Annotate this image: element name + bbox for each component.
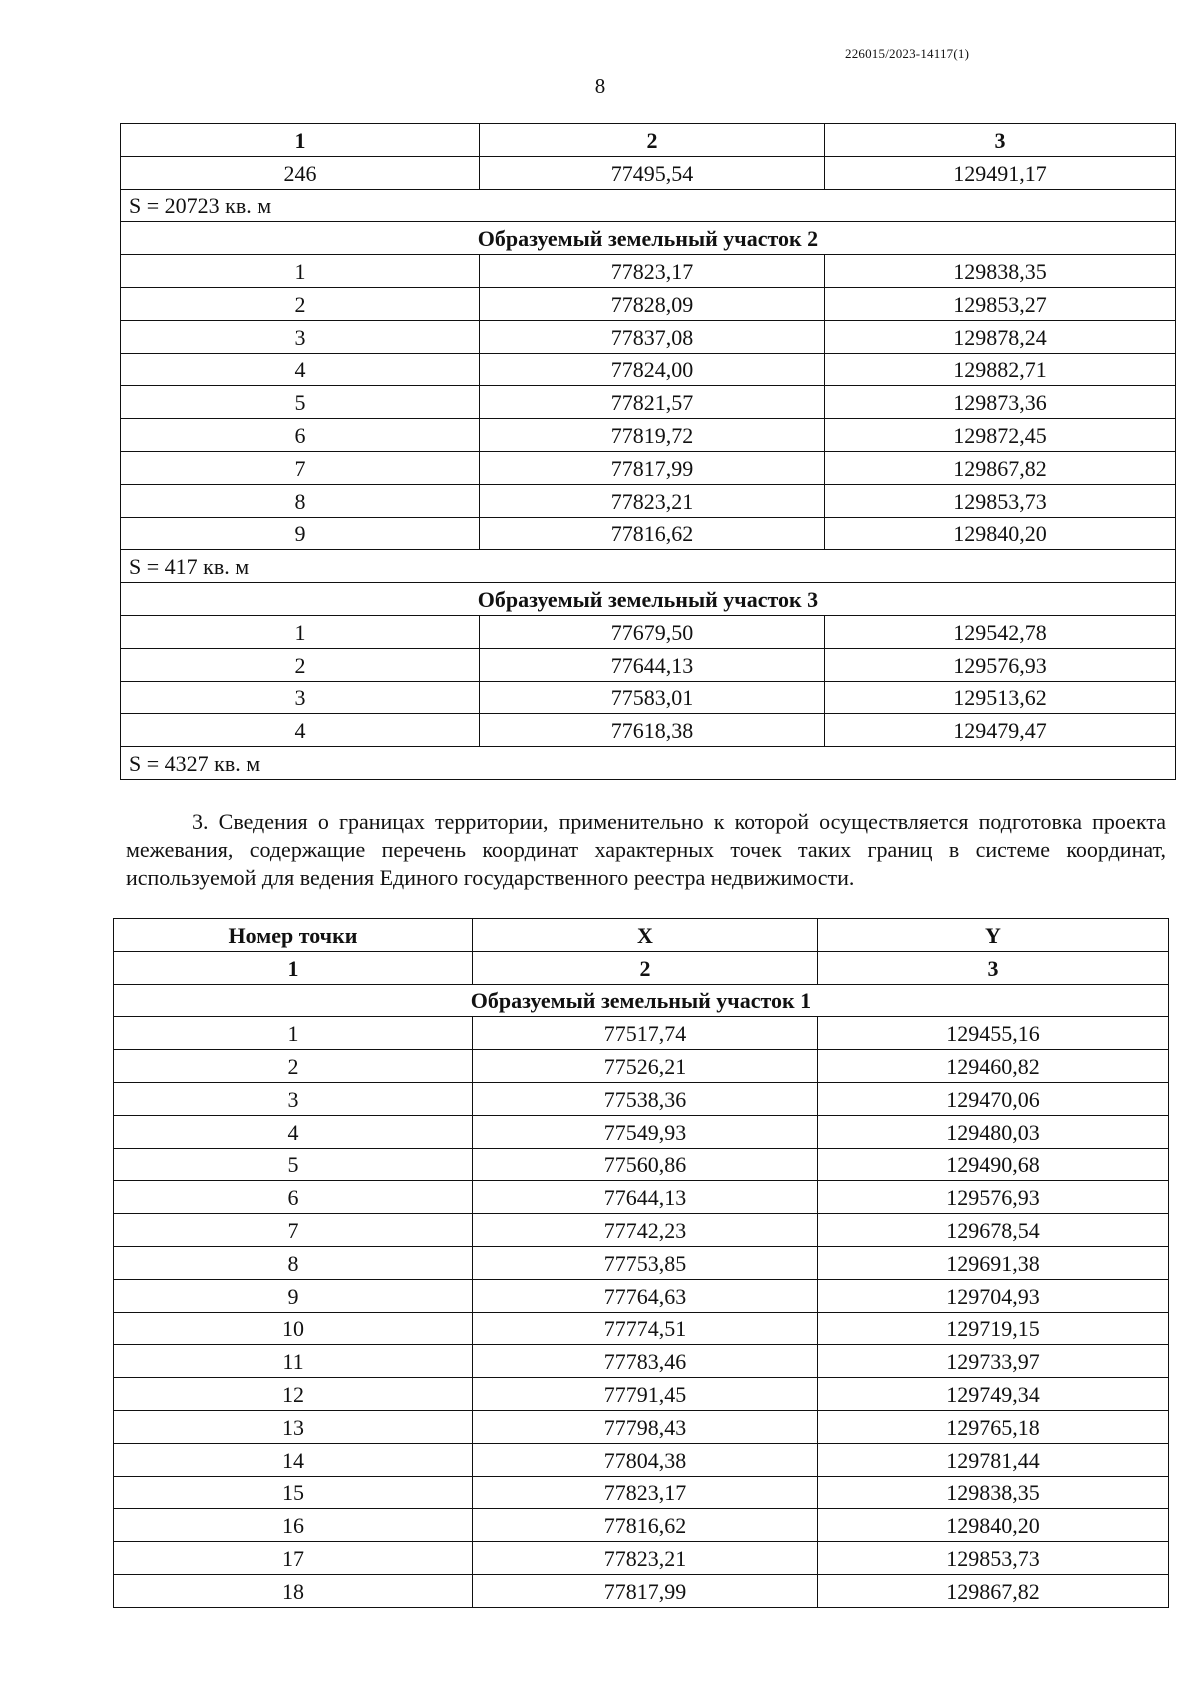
y-coordinate-cell: 129480,03 [818, 1115, 1169, 1148]
x-coordinate-cell: 77823,21 [480, 484, 825, 517]
point-number-cell: 14 [114, 1443, 473, 1476]
column-number-row [121, 124, 1176, 157]
x-coordinate-cell: 77791,45 [473, 1378, 818, 1411]
point-number-cell: 16 [114, 1509, 473, 1542]
paragraph-text: 3. Сведения о границах территории, применительно к которой осуществляется подготовка проекта межевания, содержащие перечень координат характерных точек таких границ в системе координат, используемой для ведения Единого государственного реестра недвижимости. [126, 809, 1166, 890]
point-number-cell: 1 [121, 255, 480, 288]
x-coordinate-cell: 77618,38 [480, 714, 825, 747]
y-coordinate-cell: 129853,73 [825, 484, 1176, 517]
table-row [114, 1312, 1169, 1345]
point-number-cell: 2 [121, 648, 480, 681]
table-row [121, 681, 1176, 714]
table-row [114, 1279, 1169, 1312]
point-number-cell: 9 [121, 517, 480, 550]
x-coordinate-cell: 77753,85 [473, 1246, 818, 1279]
x-coordinate-cell: 77821,57 [480, 386, 825, 419]
y-coordinate-cell: 129872,45 [825, 419, 1176, 452]
column-number-row [114, 951, 1169, 984]
point-number-cell: 3 [121, 681, 480, 714]
table-row [121, 386, 1176, 419]
table-row [114, 1345, 1169, 1378]
y-coordinate-cell: 129838,35 [818, 1476, 1169, 1509]
table-row [121, 320, 1176, 353]
point-number-cell: 17 [114, 1542, 473, 1575]
x-coordinate-cell: 77560,86 [473, 1148, 818, 1181]
x-coordinate-cell: 77837,08 [480, 320, 825, 353]
header-x: X [473, 919, 818, 952]
table-row [121, 255, 1176, 288]
table-row [114, 1542, 1169, 1575]
y-coordinate-cell: 129704,93 [818, 1279, 1169, 1312]
y-coordinate-cell: 129840,20 [818, 1509, 1169, 1542]
point-number-cell: 4 [121, 353, 480, 386]
section-title: Образуемый земельный участок 2 [121, 222, 1176, 255]
column-number: 1 [114, 951, 473, 984]
x-coordinate-cell: 77526,21 [473, 1050, 818, 1083]
area-value: S = 4327 кв. м [121, 747, 1176, 780]
x-coordinate-cell: 77583,01 [480, 681, 825, 714]
point-number-cell: 15 [114, 1476, 473, 1509]
x-coordinate-cell: 77538,36 [473, 1082, 818, 1115]
x-coordinate-cell: 77517,74 [473, 1017, 818, 1050]
x-coordinate-cell: 77828,09 [480, 287, 825, 320]
y-coordinate-cell: 129838,35 [825, 255, 1176, 288]
table-row [114, 1017, 1169, 1050]
x-coordinate-cell: 77817,99 [480, 451, 825, 484]
point-number-cell: 4 [114, 1115, 473, 1148]
x-coordinate-cell: 77823,17 [473, 1476, 818, 1509]
y-coordinate-cell: 129491,17 [825, 156, 1176, 189]
x-coordinate-cell: 77495,54 [480, 156, 825, 189]
y-coordinate-cell: 129867,82 [818, 1574, 1169, 1607]
table-row [121, 287, 1176, 320]
coordinates-table-continued [120, 123, 1176, 780]
x-coordinate-cell: 77816,62 [480, 517, 825, 550]
x-coordinate-cell: 77742,23 [473, 1214, 818, 1247]
point-number-cell: 4 [121, 714, 480, 747]
x-coordinate-cell: 77798,43 [473, 1410, 818, 1443]
x-coordinate-cell: 77774,51 [473, 1312, 818, 1345]
point-number-cell: 6 [114, 1181, 473, 1214]
area-value: S = 20723 кв. м [121, 189, 1176, 222]
y-coordinate-cell: 129691,38 [818, 1246, 1169, 1279]
y-coordinate-cell: 129853,27 [825, 287, 1176, 320]
y-coordinate-cell: 129513,62 [825, 681, 1176, 714]
table-row [114, 1476, 1169, 1509]
page-number: 8 [594, 74, 606, 98]
table-row [114, 1050, 1169, 1083]
area-row [121, 747, 1176, 780]
y-coordinate-cell: 129853,73 [818, 1542, 1169, 1575]
table-row [114, 1082, 1169, 1115]
x-coordinate-cell: 77823,21 [473, 1542, 818, 1575]
y-coordinate-cell: 129719,15 [818, 1312, 1169, 1345]
x-coordinate-cell: 77764,63 [473, 1279, 818, 1312]
y-coordinate-cell: 129733,97 [818, 1345, 1169, 1378]
x-coordinate-cell: 77679,50 [480, 615, 825, 648]
point-number-cell: 13 [114, 1410, 473, 1443]
header-y: Y [818, 919, 1169, 952]
section-title: Образуемый земельный участок 1 [114, 984, 1169, 1017]
y-coordinate-cell: 129470,06 [818, 1082, 1169, 1115]
table-row [114, 1181, 1169, 1214]
point-number-cell: 11 [114, 1345, 473, 1378]
boundary-coordinates-table [113, 918, 1169, 1608]
table-row [121, 353, 1176, 386]
x-coordinate-cell: 77644,13 [480, 648, 825, 681]
point-number-cell: 10 [114, 1312, 473, 1345]
table-row [114, 1148, 1169, 1181]
area-row [121, 189, 1176, 222]
table-row [114, 1410, 1169, 1443]
table-row [114, 1214, 1169, 1247]
point-number-cell: 3 [114, 1082, 473, 1115]
table-row [114, 1443, 1169, 1476]
section-3-paragraph [126, 808, 1166, 892]
x-coordinate-cell: 77644,13 [473, 1181, 818, 1214]
table-row [121, 156, 1176, 189]
table-row [121, 451, 1176, 484]
y-coordinate-cell: 129576,93 [825, 648, 1176, 681]
column-number: 2 [480, 124, 825, 157]
table-row [121, 615, 1176, 648]
table-row [114, 1246, 1169, 1279]
y-coordinate-cell: 129678,54 [818, 1214, 1169, 1247]
point-number-cell: 2 [121, 287, 480, 320]
y-coordinate-cell: 129867,82 [825, 451, 1176, 484]
table-row [114, 1574, 1169, 1607]
point-number-cell: 8 [121, 484, 480, 517]
x-coordinate-cell: 77783,46 [473, 1345, 818, 1378]
x-coordinate-cell: 77816,62 [473, 1509, 818, 1542]
column-number: 1 [121, 124, 480, 157]
table-row [121, 648, 1176, 681]
point-number-cell: 7 [114, 1214, 473, 1247]
point-number-cell: 7 [121, 451, 480, 484]
y-coordinate-cell: 129490,68 [818, 1148, 1169, 1181]
table-row [114, 1115, 1169, 1148]
point-number-cell: 5 [114, 1148, 473, 1181]
point-number-cell: 2 [114, 1050, 473, 1083]
y-coordinate-cell: 129840,20 [825, 517, 1176, 550]
x-coordinate-cell: 77804,38 [473, 1443, 818, 1476]
point-number-cell: 6 [121, 419, 480, 452]
point-number-cell: 18 [114, 1574, 473, 1607]
y-coordinate-cell: 129460,82 [818, 1050, 1169, 1083]
x-coordinate-cell: 77824,00 [480, 353, 825, 386]
y-coordinate-cell: 129873,36 [825, 386, 1176, 419]
point-number-cell: 246 [121, 156, 480, 189]
y-coordinate-cell: 129455,16 [818, 1017, 1169, 1050]
section-title-row [121, 583, 1176, 616]
y-coordinate-cell: 129882,71 [825, 353, 1176, 386]
table-row [114, 1509, 1169, 1542]
column-number: 2 [473, 951, 818, 984]
point-number-cell: 12 [114, 1378, 473, 1411]
x-coordinate-cell: 77549,93 [473, 1115, 818, 1148]
table-row [121, 484, 1176, 517]
column-number: 3 [818, 951, 1169, 984]
point-number-cell: 5 [121, 386, 480, 419]
point-number-cell: 1 [121, 615, 480, 648]
x-coordinate-cell: 77823,17 [480, 255, 825, 288]
x-coordinate-cell: 77817,99 [473, 1574, 818, 1607]
table-row [121, 517, 1176, 550]
point-number-cell: 9 [114, 1279, 473, 1312]
table-row [121, 714, 1176, 747]
column-number: 3 [825, 124, 1176, 157]
table-row [114, 1378, 1169, 1411]
section-title: Образуемый земельный участок 3 [121, 583, 1176, 616]
section-title-row [121, 222, 1176, 255]
y-coordinate-cell: 129576,93 [818, 1181, 1169, 1214]
x-coordinate-cell: 77819,72 [480, 419, 825, 452]
header-row [114, 919, 1169, 952]
table-row [121, 419, 1176, 452]
point-number-cell: 1 [114, 1017, 473, 1050]
y-coordinate-cell: 129749,34 [818, 1378, 1169, 1411]
y-coordinate-cell: 129542,78 [825, 615, 1176, 648]
document-number: 226015/2023-14117(1) [845, 46, 970, 61]
area-row [121, 550, 1176, 583]
point-number-cell: 8 [114, 1246, 473, 1279]
point-number-cell: 3 [121, 320, 480, 353]
y-coordinate-cell: 129765,18 [818, 1410, 1169, 1443]
section-title-row [114, 984, 1169, 1017]
y-coordinate-cell: 129878,24 [825, 320, 1176, 353]
header-point-number: Номер точки [114, 919, 473, 952]
area-value: S = 417 кв. м [121, 550, 1176, 583]
y-coordinate-cell: 129781,44 [818, 1443, 1169, 1476]
y-coordinate-cell: 129479,47 [825, 714, 1176, 747]
